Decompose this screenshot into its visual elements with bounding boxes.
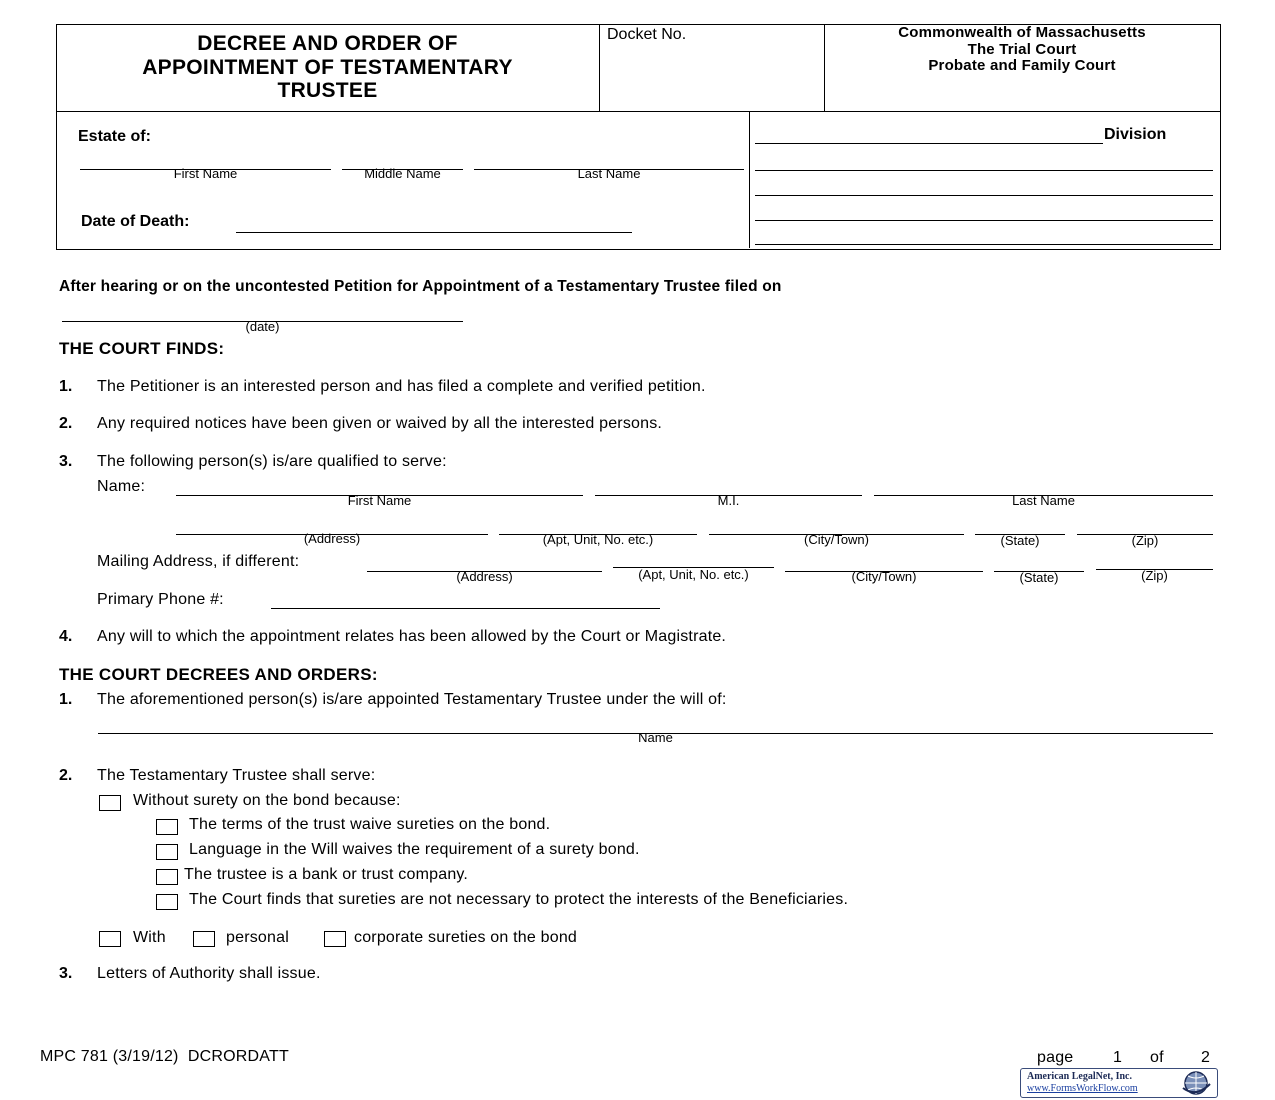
- apt-caption: (Apt, Unit, No. etc.): [542, 532, 654, 547]
- finding-3-number: 3.: [59, 453, 73, 470]
- reason-4-label: The Court finds that sureties are not necessary to protect the interests of the Beneficiaries.: [189, 891, 849, 908]
- state-caption: (State): [1000, 533, 1040, 548]
- court-address-line-3[interactable]: [755, 220, 1213, 221]
- finding-2-number: 2.: [59, 415, 73, 432]
- page-total: 2: [1201, 1049, 1211, 1066]
- trustee-mi-caption: M.I.: [717, 493, 740, 508]
- without-surety-label: Without surety on the bond because:: [133, 792, 401, 809]
- logo-website[interactable]: www.FormsWorkFlow.com: [1027, 1083, 1138, 1094]
- court-address-line-4[interactable]: [755, 244, 1213, 245]
- testator-name-caption: Name: [638, 730, 673, 745]
- personal-surety-checkbox[interactable]: [193, 931, 215, 947]
- mailing-city-caption: (City/Town): [851, 569, 917, 584]
- estate-label: Estate of:: [78, 128, 151, 145]
- corporate-surety-checkbox[interactable]: [324, 931, 346, 947]
- court-name: [825, 25, 1219, 75]
- docket-field[interactable]: [600, 46, 823, 110]
- division-field[interactable]: [755, 143, 1103, 144]
- mailing-address-caption: (Address): [456, 569, 513, 584]
- division-label: Division: [1104, 126, 1167, 143]
- title-line-1: DECREE AND ORDER OF: [197, 32, 458, 55]
- page-number: 1: [1113, 1049, 1123, 1066]
- first-name-caption: First Name: [173, 166, 238, 181]
- reason-3-label: The trustee is a bank or trust company.: [184, 866, 469, 883]
- page-label: page: [1037, 1049, 1074, 1066]
- reason-4-checkbox[interactable]: [156, 894, 178, 910]
- mailing-address-label: Mailing Address, if different:: [97, 553, 300, 570]
- finding-4-text: Any will to which the appointment relates has been allowed by the Court or Magistrate.: [97, 628, 727, 645]
- header-divider: [56, 111, 1220, 112]
- order-1-text: The aforementioned person(s) is/are appointed Testamentary Trustee under the will of:: [97, 691, 727, 708]
- middle-name-caption: Middle Name: [364, 166, 441, 181]
- of-label: of: [1150, 1049, 1164, 1066]
- mailing-zip-caption: (Zip): [1141, 568, 1168, 583]
- findings-heading: THE COURT FINDS:: [59, 339, 225, 358]
- court-line-2: The Trial Court: [967, 40, 1077, 58]
- court-line-1: Commonwealth of Massachusetts: [898, 24, 1146, 41]
- finding-4-number: 4.: [59, 628, 73, 645]
- publisher-logo[interactable]: [1020, 1068, 1218, 1098]
- primary-phone-field[interactable]: [271, 608, 660, 609]
- finding-2-text: Any required notices have been given or waived by all the interested persons.: [97, 415, 663, 432]
- reason-2-checkbox[interactable]: [156, 844, 178, 860]
- mailing-apt-caption: (Apt, Unit, No. etc.): [638, 567, 749, 582]
- finding-3-text: The following person(s) is/are qualified to serve:: [97, 453, 447, 470]
- city-caption: (City/Town): [803, 532, 869, 547]
- order-3-text: Letters of Authority shall issue.: [97, 965, 321, 982]
- reason-1-checkbox[interactable]: [156, 819, 178, 835]
- title-line-3: TRUSTEE: [277, 79, 378, 102]
- logo-company-name: American LegalNet, Inc.: [1027, 1071, 1132, 1082]
- finding-1-text: The Petitioner is an interested person and has filed a complete and verified petition.: [97, 378, 706, 395]
- last-name-caption: Last Name: [577, 166, 641, 181]
- primary-phone-label: Primary Phone #:: [97, 591, 224, 608]
- order-2-text: The Testamentary Trustee shall serve:: [97, 767, 376, 784]
- with-surety-label: With: [133, 929, 166, 946]
- date-of-death-label: Date of Death:: [81, 213, 190, 230]
- date-of-death-field[interactable]: [236, 232, 632, 233]
- reason-1-label: The terms of the trust waive sureties on the bond.: [189, 816, 551, 833]
- finding-1-number: 1.: [59, 378, 73, 395]
- form-title: [56, 32, 599, 103]
- trustee-name-label: Name:: [97, 478, 146, 495]
- mailing-state-caption: (State): [1019, 570, 1059, 585]
- court-address-line-1[interactable]: [755, 170, 1213, 171]
- order-2-number: 2.: [59, 767, 73, 784]
- title-line-2: APPOINTMENT OF TESTAMENTARY: [142, 55, 513, 79]
- trustee-first-name-caption: First Name: [347, 493, 412, 508]
- personal-surety-label: personal: [226, 929, 289, 946]
- orders-heading: THE COURT DECREES AND ORDERS:: [59, 665, 378, 684]
- reason-2-label: Language in the Will waives the requirement of a surety bond.: [189, 841, 640, 858]
- corporate-surety-label: corporate sureties on the bond: [354, 929, 578, 946]
- address-caption: (Address): [303, 531, 361, 546]
- without-surety-checkbox[interactable]: [99, 795, 121, 811]
- court-line-3: Probate and Family Court: [928, 57, 1116, 74]
- zip-caption: (Zip): [1131, 533, 1159, 548]
- estate-divider: [749, 111, 750, 248]
- globe-icon: [1179, 1070, 1213, 1096]
- intro-text: After hearing or on the uncontested Petition for Appointment of a Testamentary Trustee filed on: [59, 278, 782, 295]
- order-3-number: 3.: [59, 965, 73, 982]
- date-caption: (date): [245, 319, 280, 334]
- order-1-number: 1.: [59, 691, 73, 708]
- form-id: MPC 781 (3/19/12) DCRORDATT: [40, 1048, 289, 1065]
- trustee-last-name-caption: Last Name: [1012, 493, 1075, 508]
- court-address-line-2[interactable]: [755, 195, 1213, 196]
- with-surety-checkbox[interactable]: [99, 931, 121, 947]
- reason-3-checkbox[interactable]: [156, 869, 178, 885]
- docket-label: Docket No.: [607, 26, 687, 43]
